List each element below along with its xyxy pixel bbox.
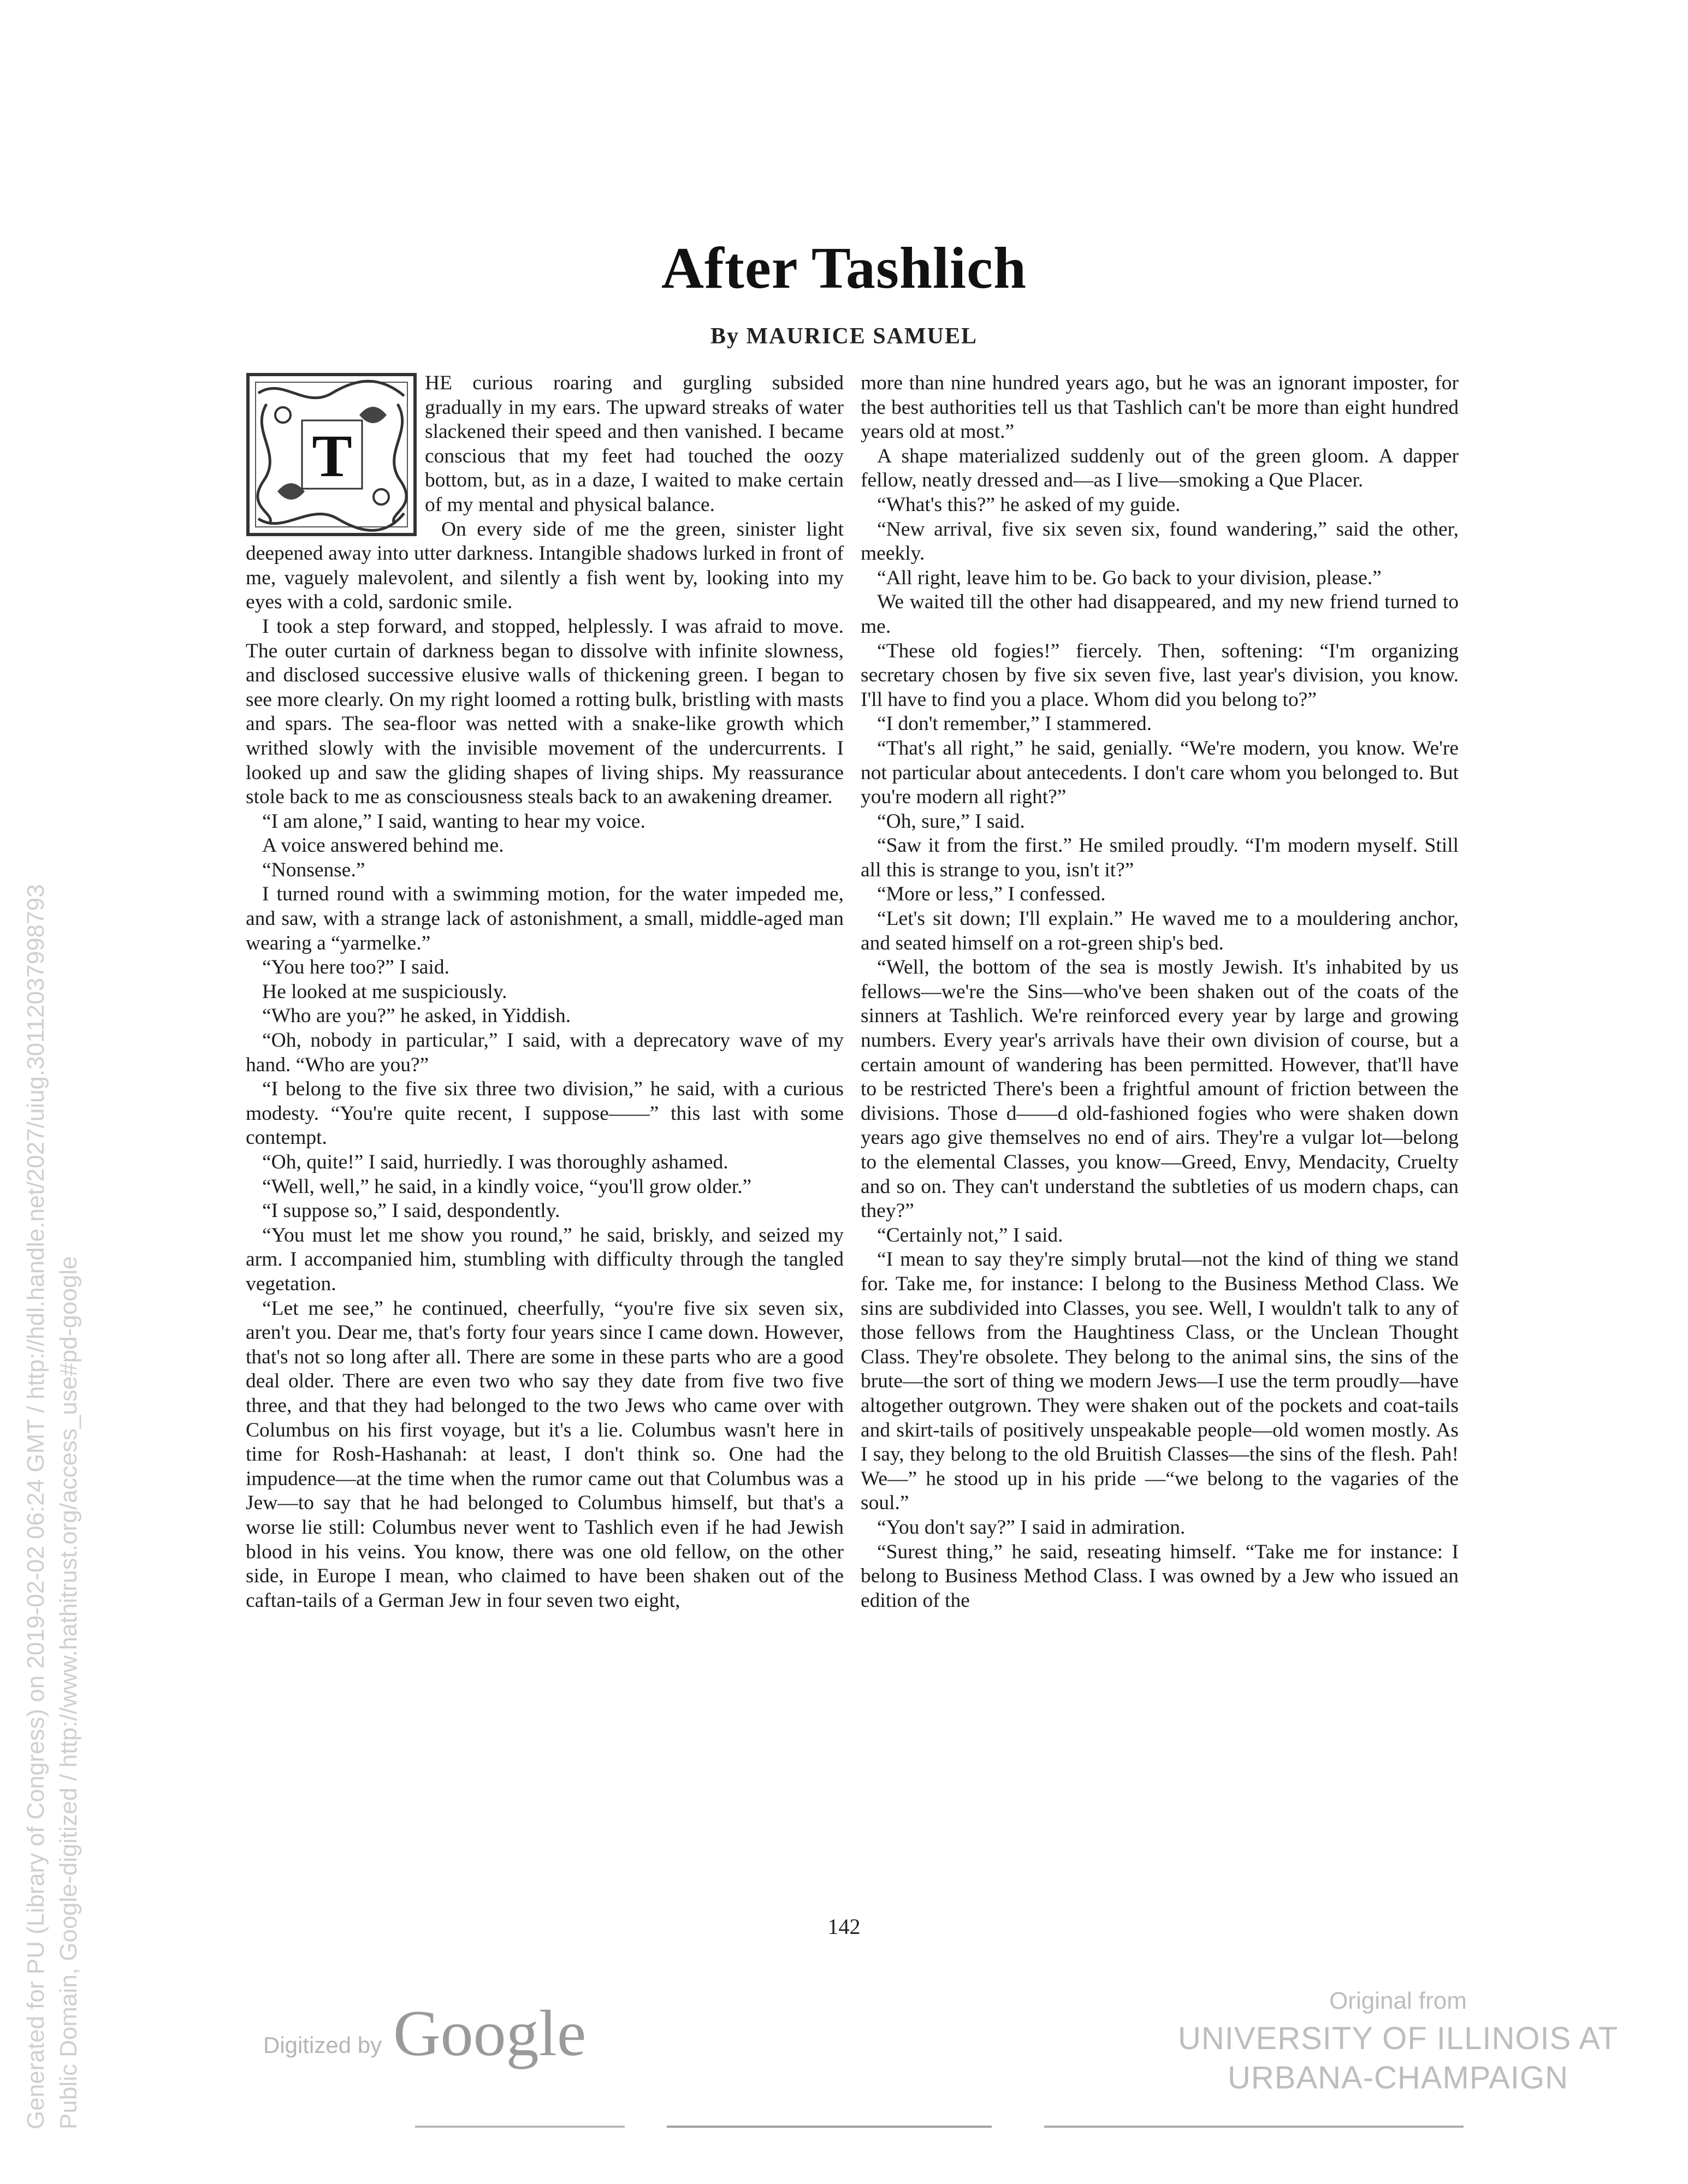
paragraph: “Certainly not,” I said.: [877, 1224, 1063, 1247]
paragraph: He looked at me suspiciously.: [262, 980, 507, 1003]
left-column: [246, 371, 844, 1613]
paragraph: “You don't say?” I said in admiration.: [877, 1516, 1186, 1539]
paragraph: I took a step forward, and stopped, helplessly. I was afraid to move. The outer curtain of darkness began to dissolve with infinite slowness, and disclosed successive elusive walls of thickening green. I began to see more clearly. On my right loomed a rotting bulk, bristling with masts and spars. The sea-floor was netted with a snake-like growth which writhed slowly with the invisible movement of the undercurrents. I looked up and saw the gliding shapes of living ships. My reassurance stole back to me as consciousness steals back to an awakening dreamer.: [246, 615, 844, 809]
paragraph: “Let's sit down; I'll explain.” He waved me to a mouldering anchor, and seated himself on a rot-green ship's bed.: [861, 907, 1459, 954]
paragraph: “Let me see,” he continued, cheerfully, “you're five six seven six, aren't you. Dear me, that's forty four years since I came down. However, that's not so long after all. There are some in these parts who are a good deal older. There are even two who say they date from five two five three, and that they had belonged to the two Jews who came over with Columbus on his first voyage, but it's a lie. Columbus wasn't here in time for Rosh-Hashanah: at least, I don't think so. One had the impudence—at the time when the rumor came out that Columbus was a Jew—to say that he had belonged to Columbus himself, but that's a worse lie still: Columbus never went to Tashlich even if he had Jewish blood in his veins. You know, there was one old fellow, on the other side, in Europe I mean, who claimed to have been shaken out of the caftan-tails of a German Jew in four seven two eight,: [246, 1297, 844, 1612]
paragraph: “More or less,” I confessed.: [877, 883, 1106, 906]
digitized-by-label: Digitized by: [263, 2032, 382, 2058]
paragraph: “You must let me show you round,” he said, briskly, and seized my arm. I accompanied him, stumbling with difficulty through the tangled vegetation.: [246, 1224, 844, 1295]
article-byline: By MAURICE SAMUEL: [710, 324, 978, 349]
paragraph: We waited till the other had disappeared, and my new friend turned to me.: [861, 591, 1459, 638]
paragraph: A shape materialized suddenly out of the green gloom. A dapper fellow, neatly dressed and—as I live—smoking a Que Placer.: [861, 444, 1459, 492]
university-line-2: URBANA-CHAMPAIGN: [1228, 2060, 1568, 2096]
paragraph: more than nine hundred years ago, but he was an ignorant imposter, for the best authorities tell us that Tashlich can't be more than eight hundred years old at most.”: [861, 372, 1459, 443]
watermark-line-2: Public Domain, Google-digitized / http://www.hathitrust.org/access_use#pd-google: [55, 1256, 82, 2129]
scan-artifact-line: [415, 2126, 1464, 2128]
side-watermark: [20, 874, 85, 2129]
paragraph: “New arrival, five six seven six, found wandering,” said the other, meekly.: [861, 518, 1459, 565]
watermark-line-1: Generated for PU (Library of Congress) on 2019-02-02 06:24 GMT / http://hdl.handle.net/2027/uiug.30112037998793: [22, 884, 49, 2129]
paragraph: On every side of me the green, sinister light deepened away into utter darkness. Intangible shadows lurked in front of me, vaguely malevolent, and silently a fish went by, looking into my eyes with a cold, sardonic smile.: [246, 518, 844, 614]
paragraph: “Nonsense.”: [262, 858, 365, 881]
paragraph: “Who are you?” he asked, in Yiddish.: [262, 1005, 571, 1028]
paragraph: “That's all right,” he said, genially. “We're modern, you know. We're not particular about antecedents. I don't care whom you belonged to. But you're modern all right?”: [861, 737, 1459, 809]
paragraph: “These old fogies!” fiercely. Then, softening: “I'm organizing secretary chosen by five six seven five, last year's division, you know. I'll have to find you a place. Whom did you belong to?”: [861, 639, 1459, 711]
paragraph: “I am alone,” I said, wanting to hear my voice.: [262, 810, 645, 833]
paragraph: HE curious roaring and gurgling subsided gradually in my ears. The upward streaks of water slackened their speed and then vanished. I became conscious that my feet had touched the oozy bottom, but, as in a daze, I waited to make certain of my mental and physical balance.: [425, 372, 844, 516]
ornamental-dropcap: [245, 371, 418, 538]
paragraph: “You here too?” I said.: [262, 956, 449, 979]
paragraph: I turned round with a swimming motion, for the water impeded me, and saw, with a strange lack of astonishment, a small, middle-aged man wearing a “yarmelke.”: [246, 883, 844, 954]
paragraph: “What's this?” he asked of my guide.: [877, 493, 1181, 516]
paragraph: “Saw it from the first.” He smiled proudly. “I'm modern myself. Still all this is strange to you, isn't it?”: [861, 834, 1459, 881]
google-logo: Google: [393, 1997, 587, 2069]
paragraph: “I mean to say they're simply brutal—not the kind of thing we stand for. Take me, for instance: I belong to the Business Method Class. We sins are subdivided into Classes, you see. Well, I wouldn't talk to any of those fellows from the Haughtiness Class, or the Unclean Thought Class. They're obsolete. They belong to the animal sins, the sins of the brute—the sort of thing we modern Jews—I use the term proudly—have altogether outgrown. They were shaken out of the pockets and coat-tails and skirt-tails of positively unspeakable people—old women mostly. As I say, they belong to the old Bruitish Classes—the sins of the flesh. Pah! We—” he stood up in his pride —“we belong to the vagaries of the soul.”: [861, 1248, 1459, 1515]
paragraph: “All right, leave him to be. Go back to your division, please.”: [877, 566, 1382, 589]
original-from-label: Original from: [1329, 1987, 1467, 2014]
paragraph: “Well, the bottom of the sea is mostly Jewish. It's inhabited by us fellows—we're the Sins—who've been shaken out of the coats of the sinners at Tashlich. We're reinforced every year by large and growing numbers. Every year's arrivals have their own division of course, but a certain amount of wandering has been permitted. However, that'll have to be restricted There's been a frightful amount of friction between the divisions. Those d——d old-fashioned fogies who were shaken down years ago give themselves no end of airs. They're a vulgar lot—belong to the elemental Classes, you know—Greed, Envy, Mendacity, Cruelty and so on. They can't understand the subtleties of us modern chaps, can they?”: [861, 956, 1459, 1222]
paragraph: “Oh, quite!” I said, hurriedly. I was thoroughly ashamed.: [262, 1151, 728, 1173]
dropcap-letter: T: [312, 423, 352, 489]
paragraph: “I don't remember,” I stammered.: [877, 713, 1152, 735]
paragraph: “Oh, sure,” I said.: [877, 810, 1025, 833]
paragraph: “Surest thing,” he said, reseating himself. “Take me for instance: I belong to Business Method Class. I was owned by a Jew who issued an edition of the: [861, 1540, 1459, 1612]
article-title: After Tashlich: [661, 236, 1027, 301]
university-line-1: UNIVERSITY OF ILLINOIS AT: [1177, 2021, 1619, 2056]
paragraph: “I suppose so,” I said, despondently.: [262, 1200, 560, 1222]
page-number: 142: [827, 1914, 861, 1939]
paragraph: “I belong to the five six three two division,” he said, with a curious modesty. “You're quite recent, I suppose——” this last with some contempt.: [246, 1078, 844, 1149]
paragraph: A voice answered behind me.: [262, 834, 504, 857]
paragraph: “Oh, nobody in particular,” I said, with a deprecatory wave of my hand. “Who are you?”: [246, 1029, 844, 1076]
paragraph: “Well, well,” he said, in a kindly voice, “you'll grow older.”: [262, 1175, 752, 1198]
right-column: [861, 371, 1459, 1613]
